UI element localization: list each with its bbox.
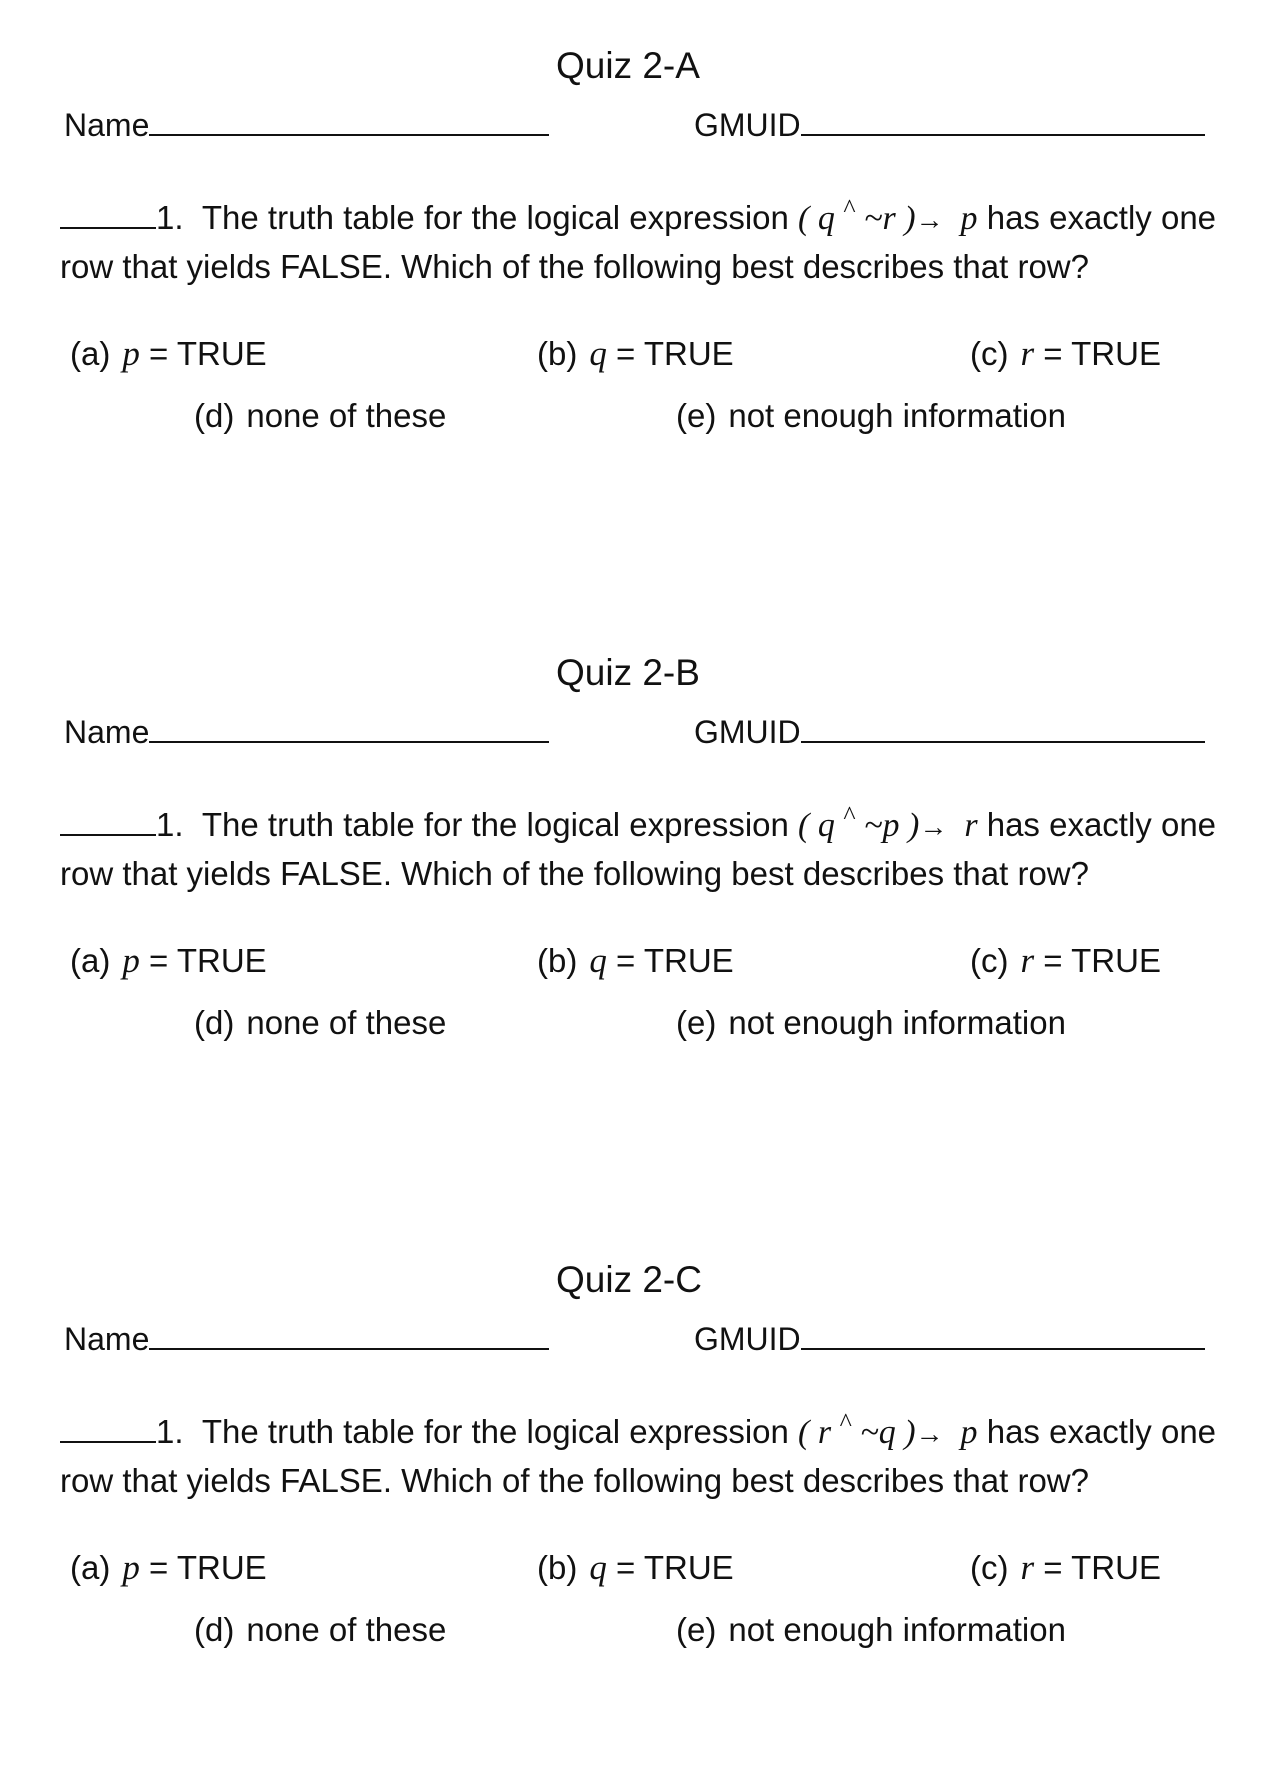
question-text-after: has exactly one row that yields FALSE. Which of the following best describes that row? — [60, 806, 1217, 892]
name-field[interactable] — [64, 100, 549, 145]
question-1 — [60, 186, 1230, 290]
choice-var: q — [589, 1548, 607, 1587]
name-label: Name — [64, 107, 150, 143]
choice-b[interactable] — [537, 1546, 734, 1590]
gmuid-field[interactable] — [694, 100, 1205, 145]
choice-c[interactable] — [970, 939, 1161, 983]
choice-label: (e) — [676, 1004, 717, 1041]
question-1 — [60, 1400, 1230, 1504]
question-text-after: has exactly one row that yields FALSE. Which of the following best describes that row? — [60, 199, 1217, 285]
gmuid-blank[interactable] — [801, 1314, 1205, 1350]
answer-blank[interactable] — [60, 197, 156, 229]
question-1 — [60, 793, 1230, 897]
choice-label: (b) — [537, 1549, 578, 1586]
answer-blank[interactable] — [60, 1411, 156, 1443]
not-operator: ~ — [864, 807, 883, 844]
gmuid-label: GMUID — [694, 714, 801, 750]
gmuid-field[interactable] — [694, 707, 1205, 752]
implies-arrow: → — [919, 812, 948, 843]
question-text-before: The truth table for the logical expression — [201, 806, 789, 843]
choice-text: = TRUE — [149, 1549, 267, 1586]
choice-label: (c) — [970, 1549, 1009, 1586]
choice-text: = TRUE — [149, 335, 267, 372]
gmuid-blank[interactable] — [801, 100, 1205, 136]
expr-var-c: p — [960, 200, 978, 237]
choice-text: = TRUE — [1043, 335, 1161, 372]
quiz-title: Quiz 2-C — [556, 1259, 702, 1300]
answer-blank[interactable] — [60, 804, 156, 836]
question-text-before: The truth table for the logical expression — [201, 1413, 789, 1450]
choice-var: r — [1020, 1548, 1035, 1587]
gmuid-field[interactable] — [694, 1314, 1205, 1359]
choice-var: r — [1020, 941, 1035, 980]
choice-var: q — [589, 941, 607, 980]
name-field[interactable] — [64, 707, 549, 752]
expr-var-b: q — [878, 1414, 896, 1451]
choice-text: none of these — [246, 1004, 447, 1041]
quiz-title: Quiz 2-B — [556, 652, 700, 693]
choice-c[interactable] — [970, 332, 1161, 376]
question-number: 1. — [156, 806, 184, 843]
choice-label: (b) — [537, 942, 578, 979]
expr-var-b: p — [882, 807, 900, 844]
expr-var-c: r — [964, 807, 978, 844]
choice-d[interactable] — [194, 394, 446, 438]
choice-var: p — [122, 1548, 140, 1587]
expr-var-a: q — [817, 200, 835, 237]
and-operator: ^ — [839, 1408, 852, 1437]
choice-label: (d) — [194, 1611, 235, 1648]
choice-e[interactable] — [676, 394, 1066, 438]
choice-d[interactable] — [194, 1001, 446, 1045]
choice-label: (d) — [194, 1004, 235, 1041]
choice-text: none of these — [246, 397, 447, 434]
choice-label: (c) — [970, 335, 1009, 372]
choice-label: (d) — [194, 397, 235, 434]
name-label: Name — [64, 1321, 150, 1357]
choice-text: = TRUE — [616, 335, 734, 372]
implies-arrow: → — [915, 205, 944, 236]
quiz-title: Quiz 2-A — [556, 45, 700, 86]
name-blank[interactable] — [149, 707, 549, 743]
choice-label: (a) — [70, 335, 111, 372]
gmuid-label: GMUID — [694, 1321, 801, 1357]
question-number: 1. — [156, 199, 184, 236]
choice-text: = TRUE — [149, 942, 267, 979]
question-text-before: The truth table for the logical expression — [201, 199, 789, 236]
choice-var: q — [589, 334, 607, 373]
choice-label: (e) — [676, 1611, 717, 1648]
question-number: 1. — [156, 1413, 184, 1450]
not-operator: ~ — [864, 200, 883, 237]
choice-var: p — [122, 334, 140, 373]
expr-var-b: r — [882, 200, 896, 237]
choice-a[interactable] — [70, 332, 267, 376]
choice-text: not enough information — [728, 1004, 1066, 1041]
choice-var: r — [1020, 334, 1035, 373]
choice-label: (c) — [970, 942, 1009, 979]
gmuid-blank[interactable] — [801, 707, 1205, 743]
choice-e[interactable] — [676, 1608, 1066, 1652]
expr-var-a: r — [817, 1414, 832, 1451]
choice-var: p — [122, 941, 140, 980]
name-blank[interactable] — [149, 100, 549, 136]
and-operator: ^ — [843, 801, 856, 830]
choice-d[interactable] — [194, 1608, 446, 1652]
not-operator: ~ — [860, 1414, 879, 1451]
choice-b[interactable] — [537, 332, 734, 376]
choice-c[interactable] — [970, 1546, 1161, 1590]
logical-expression: ( q ^ ~r )→ p — [798, 194, 978, 237]
choice-text: = TRUE — [616, 942, 734, 979]
choice-text: none of these — [246, 1611, 447, 1648]
expr-var-c: p — [960, 1414, 978, 1451]
choice-text: = TRUE — [1043, 942, 1161, 979]
gmuid-label: GMUID — [694, 107, 801, 143]
quiz-section-a — [0, 0, 1280, 560]
expr-var-a: q — [817, 807, 835, 844]
choice-label: (e) — [676, 397, 717, 434]
choice-text: not enough information — [728, 1611, 1066, 1648]
choice-label: (a) — [70, 942, 111, 979]
name-blank[interactable] — [149, 1314, 549, 1350]
and-operator: ^ — [843, 194, 856, 223]
choice-b[interactable] — [537, 939, 734, 983]
name-label: Name — [64, 714, 150, 750]
logical-expression: ( r ^ ~q )→ p — [798, 1408, 978, 1451]
implies-arrow: → — [915, 1419, 944, 1450]
choice-a[interactable] — [70, 939, 267, 983]
choice-text: not enough information — [728, 397, 1066, 434]
choice-e[interactable] — [676, 1001, 1066, 1045]
choice-label: (a) — [70, 1549, 111, 1586]
choice-label: (b) — [537, 335, 578, 372]
quiz-section-c — [0, 1214, 1280, 1774]
name-field[interactable] — [64, 1314, 549, 1359]
choice-text: = TRUE — [1043, 1549, 1161, 1586]
logical-expression: ( q ^ ~p )→ r — [798, 801, 978, 844]
choice-text: = TRUE — [616, 1549, 734, 1586]
choice-a[interactable] — [70, 1546, 267, 1590]
question-text-after: has exactly one row that yields FALSE. Which of the following best describes that row? — [60, 1413, 1217, 1499]
quiz-section-b — [0, 607, 1280, 1167]
